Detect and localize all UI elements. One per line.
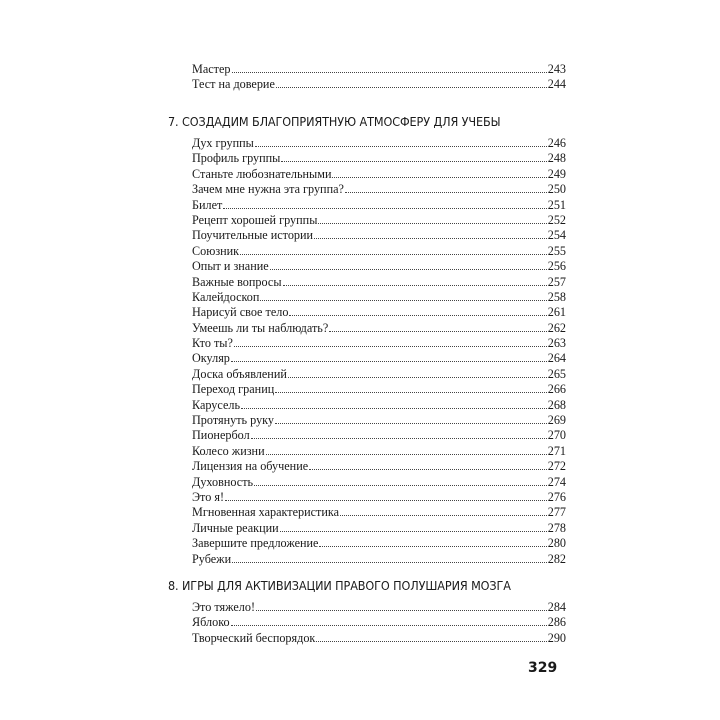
toc-entry-page: 249 xyxy=(547,166,566,181)
toc-entry-title: Мастер xyxy=(192,62,231,76)
toc-entry-title: Калейдоскоп xyxy=(192,289,260,304)
dot-leader xyxy=(276,77,547,88)
toc-entry-title: Карусель xyxy=(192,397,241,412)
toc-entry xyxy=(192,536,566,551)
section-heading-8: 8. ИГРЫ ДЛЯ АКТИВИЗАЦИИ ПРАВОГО ПОЛУШАРИЯ МОЗГА xyxy=(168,578,511,593)
dot-leader xyxy=(289,305,546,316)
toc-entry xyxy=(192,136,566,151)
toc-entry-title: Станьте любознательными xyxy=(192,166,332,181)
toc-entry-page: 271 xyxy=(547,443,566,458)
toc-entry xyxy=(192,167,566,182)
toc-section-8-entries xyxy=(192,600,566,646)
dot-leader xyxy=(318,213,546,224)
toc-entry-page: 258 xyxy=(547,289,566,304)
toc-entry-title: Поучительные истории xyxy=(192,228,314,243)
toc-entry xyxy=(192,475,566,490)
toc-entry xyxy=(192,367,566,382)
toc-entry-title: Кто ты? xyxy=(192,336,233,351)
toc-entry-title: Доска объявлений xyxy=(192,366,287,381)
toc-entry-title: Яблоко xyxy=(192,615,230,630)
toc-entry-title: Союзник xyxy=(192,243,240,258)
toc-entry xyxy=(192,321,566,336)
toc-entry-title: Рубежи xyxy=(192,551,232,566)
toc-entry-page: 265 xyxy=(547,366,566,381)
toc-entry xyxy=(192,615,566,630)
toc-entry-page: 270 xyxy=(547,428,566,443)
dot-leader xyxy=(231,615,547,626)
toc-entry xyxy=(192,444,566,459)
toc-entry-page: 274 xyxy=(547,474,566,489)
dot-leader xyxy=(255,136,547,147)
dot-leader xyxy=(234,336,547,347)
toc-entry-page: 248 xyxy=(547,151,566,166)
toc-entry-page: 257 xyxy=(547,274,566,289)
toc-entry-page: 261 xyxy=(547,305,566,320)
dot-leader xyxy=(345,182,547,193)
dot-leader xyxy=(275,413,547,424)
toc-entry-title: Переход границ xyxy=(192,382,275,397)
dot-leader xyxy=(280,521,547,532)
toc-entry xyxy=(192,600,566,615)
dot-leader xyxy=(256,600,547,611)
toc-entry-page: 246 xyxy=(547,136,566,150)
toc-entry-page: 269 xyxy=(547,413,566,428)
dot-leader xyxy=(281,151,546,162)
toc-entry-page: 280 xyxy=(547,536,566,551)
toc-entry-page: 268 xyxy=(547,397,566,412)
dot-leader xyxy=(223,198,546,209)
dot-leader xyxy=(288,367,547,378)
toc-entry-page: 243 xyxy=(547,62,566,76)
toc-entry xyxy=(192,382,566,397)
toc-entry xyxy=(192,213,566,228)
toc-entry-title: Окуляр xyxy=(192,351,230,366)
toc-entry xyxy=(192,398,566,413)
toc-entry-title: Зачем мне нужна эта группа? xyxy=(192,182,344,197)
toc-entry xyxy=(192,428,566,443)
toc-entry xyxy=(192,259,566,274)
toc-entry-title: Колесо жизни xyxy=(192,443,265,458)
toc-entry-title: Важные вопросы xyxy=(192,274,282,289)
toc-entry-title: Пионербол xyxy=(192,428,250,443)
toc-entry xyxy=(192,631,566,646)
toc-entry xyxy=(192,244,566,259)
toc-entry-title: Нарисуй свое тело xyxy=(192,305,289,320)
section-heading-7: 7. СОЗДАДИМ БЛАГОПРИЯТНУЮ АТМОСФЕРУ ДЛЯ УЧЕБЫ xyxy=(168,114,501,129)
toc-entry xyxy=(192,490,566,505)
dot-leader xyxy=(283,275,547,286)
toc-entry-page: 264 xyxy=(547,351,566,366)
toc-entry xyxy=(192,505,566,520)
toc-entry-title: Творческий беспорядок xyxy=(192,630,316,645)
toc-entry-page: 282 xyxy=(547,551,566,566)
dot-leader xyxy=(231,351,547,362)
toc-entry-page: 262 xyxy=(547,320,566,335)
dot-leader xyxy=(251,428,547,439)
toc-entry xyxy=(192,552,566,567)
page-number: 329 xyxy=(528,660,558,676)
toc-entry-page: 263 xyxy=(547,336,566,351)
toc-entry-page: 290 xyxy=(547,630,566,645)
toc-entry-page: 244 xyxy=(547,77,566,92)
dot-leader xyxy=(241,398,547,409)
dot-leader xyxy=(240,244,547,255)
toc-entry xyxy=(192,228,566,243)
toc-entry-page: 252 xyxy=(547,212,566,227)
toc-entry-page: 250 xyxy=(547,182,566,197)
toc-entry-title: Умеешь ли ты наблюдать? xyxy=(192,320,329,335)
toc-entry-title: Мгновенная характеристика xyxy=(192,505,340,520)
toc-entry-page: 256 xyxy=(547,259,566,274)
dot-leader xyxy=(260,290,546,301)
toc-entry xyxy=(192,290,566,305)
toc-entry-page: 255 xyxy=(547,243,566,258)
toc-entry-title: Это я! xyxy=(192,489,225,504)
toc-entry xyxy=(192,336,566,351)
toc-entry-title: Опыт и знание xyxy=(192,259,269,274)
toc-entry xyxy=(192,351,566,366)
toc-entry xyxy=(192,459,566,474)
toc-entry-page: 284 xyxy=(547,600,566,614)
toc-entry-page: 278 xyxy=(547,520,566,535)
toc-entry-page: 266 xyxy=(547,382,566,397)
dot-leader xyxy=(309,459,547,470)
toc-entry-page: 276 xyxy=(547,489,566,504)
toc-entry xyxy=(192,275,566,290)
toc-entry-title: Духовность xyxy=(192,474,254,489)
dot-leader xyxy=(225,490,547,501)
dot-leader xyxy=(332,167,546,178)
toc-entry-title: Рецепт хорошей группы xyxy=(192,212,318,227)
dot-leader xyxy=(319,536,546,547)
toc-entry xyxy=(192,151,566,166)
toc-entry-title: Тест на доверие xyxy=(192,77,275,92)
toc-entry xyxy=(192,521,566,536)
toc-entry xyxy=(192,62,566,77)
dot-leader xyxy=(329,321,546,332)
toc-entry-title: Лицензия на обучение xyxy=(192,459,309,474)
toc-entry-title: Профиль группы xyxy=(192,151,281,166)
toc-entry xyxy=(192,305,566,320)
toc-entry xyxy=(192,413,566,428)
dot-leader xyxy=(232,552,547,563)
toc-entry-page: 286 xyxy=(547,615,566,630)
toc-entry-title: Это тяжело! xyxy=(192,600,256,614)
toc-entry-page: 254 xyxy=(547,228,566,243)
toc-entry-title: Личные реакции xyxy=(192,520,279,535)
toc-top-entries xyxy=(192,62,566,93)
toc-section-7-entries xyxy=(192,136,566,567)
toc-entry xyxy=(192,182,566,197)
dot-leader xyxy=(266,444,547,455)
dot-leader xyxy=(254,475,547,486)
toc-entry-page: 277 xyxy=(547,505,566,520)
dot-leader xyxy=(270,259,547,270)
dot-leader xyxy=(275,382,546,393)
toc-entry xyxy=(192,77,566,92)
toc-entry-title: Протянуть руку xyxy=(192,413,275,428)
dot-leader xyxy=(316,631,546,642)
dot-leader xyxy=(340,505,547,516)
toc-entry-title: Завершите предложение xyxy=(192,536,319,551)
toc-entry-title: Дух группы xyxy=(192,136,254,150)
toc-entry-page: 272 xyxy=(547,459,566,474)
dot-leader xyxy=(314,228,547,239)
toc-entry-title: Билет xyxy=(192,197,223,212)
toc-entry-page: 251 xyxy=(547,197,566,212)
dot-leader xyxy=(232,62,547,73)
toc-entry xyxy=(192,198,566,213)
